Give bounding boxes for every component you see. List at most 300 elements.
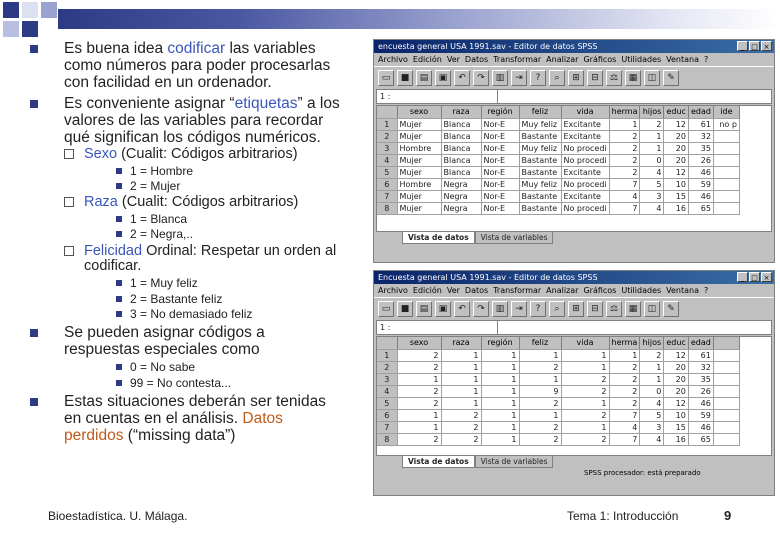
text: Se pueden asignar códigos a — [64, 324, 265, 341]
data-cell[interactable]: 7 — [609, 202, 640, 214]
data-cell[interactable]: 2 — [609, 130, 640, 142]
data-cell[interactable]: Excitante — [561, 166, 609, 178]
table-row — [377, 361, 739, 373]
data-cell[interactable]: 2 — [609, 142, 640, 154]
data-cell[interactable] — [713, 178, 739, 190]
data-cell[interactable]: 3 — [640, 421, 664, 433]
split-icon[interactable]: ⚖ — [606, 301, 622, 317]
column-header[interactable]: región — [481, 337, 519, 349]
menu-item[interactable]: Analizar — [546, 55, 579, 64]
data-cell[interactable]: 2 — [397, 397, 441, 409]
data-cell[interactable]: 1 — [481, 421, 519, 433]
data-cell[interactable]: 7 — [609, 409, 640, 421]
corner-cell[interactable] — [377, 337, 397, 349]
data-cell[interactable]: 2 — [397, 361, 441, 373]
menu-item[interactable]: Transformar — [493, 55, 542, 64]
variables-icon[interactable]: ? — [530, 301, 546, 317]
data-cell[interactable]: 1 — [441, 397, 481, 409]
data-cell[interactable]: 46 — [688, 190, 713, 202]
data-cell[interactable]: 1 — [640, 130, 664, 142]
data-cell[interactable]: Blanca — [441, 166, 481, 178]
data-cell[interactable]: Bastante — [519, 166, 561, 178]
data-cell[interactable]: 65 — [688, 433, 713, 445]
data-cell[interactable] — [713, 154, 739, 166]
menu-item[interactable]: Utilidades — [621, 55, 662, 64]
data-cell[interactable]: 1 — [441, 361, 481, 373]
data-cell[interactable] — [713, 190, 739, 202]
save-icon[interactable]: ■ — [397, 70, 413, 86]
data-cell[interactable] — [713, 202, 739, 214]
data-cell[interactable]: 5 — [640, 178, 664, 190]
redo-icon[interactable]: ↷ — [473, 70, 489, 86]
menu-item[interactable]: Datos — [464, 55, 489, 64]
column-header[interactable]: vida — [561, 337, 609, 349]
text: qué significan los códigos numéricos. — [64, 129, 321, 146]
data-cell[interactable]: Nor-E — [481, 190, 519, 202]
weight-icon[interactable]: ▦ — [625, 70, 641, 86]
tab-vista-variables[interactable]: Vista de variables — [475, 232, 554, 244]
menu-item[interactable]: Edición — [412, 286, 442, 295]
data-cell[interactable]: Mujer — [397, 190, 441, 202]
column-header[interactable] — [713, 337, 739, 349]
row-number[interactable]: 8 — [377, 433, 397, 445]
column-header[interactable]: vida — [561, 106, 609, 118]
data-cell[interactable]: 1 — [609, 349, 640, 361]
data-cell[interactable] — [713, 409, 739, 421]
open-icon[interactable]: ▭ — [378, 70, 394, 86]
maximize-icon[interactable]: □ — [749, 41, 760, 51]
data-cell[interactable]: 4 — [640, 166, 664, 178]
menu-item[interactable]: Edición — [412, 55, 442, 64]
data-cell[interactable]: Blanca — [441, 130, 481, 142]
data-cell[interactable]: Mujer — [397, 166, 441, 178]
column-header[interactable]: raza — [441, 337, 481, 349]
data-cell[interactable]: 5 — [640, 409, 664, 421]
row-number[interactable]: 4 — [377, 385, 397, 397]
data-cell[interactable] — [713, 166, 739, 178]
data-cell[interactable]: Nor-E — [481, 202, 519, 214]
data-cell[interactable]: Mujer — [397, 118, 441, 130]
row-number[interactable]: 7 — [377, 421, 397, 433]
data-cell[interactable]: 0 — [640, 385, 664, 397]
labels-icon[interactable]: ✎ — [663, 70, 679, 86]
data-cell[interactable]: 1 — [561, 349, 609, 361]
data-cell[interactable]: 1 — [481, 361, 519, 373]
row-number[interactable]: 6 — [377, 178, 397, 190]
data-cell[interactable]: 4 — [609, 190, 640, 202]
data-cell[interactable]: 2 — [609, 166, 640, 178]
find-icon[interactable]: ⌕ — [549, 70, 565, 86]
data-cell[interactable]: 0 — [640, 154, 664, 166]
data-cell[interactable]: Bastante — [519, 154, 561, 166]
corner-cell[interactable] — [377, 106, 397, 118]
row-number[interactable]: 1 — [377, 118, 397, 130]
column-header[interactable]: ide — [713, 106, 739, 118]
redo-icon[interactable]: ↷ — [473, 301, 489, 317]
split-icon[interactable]: ⚖ — [606, 70, 622, 86]
data-cell[interactable]: No procedi — [561, 154, 609, 166]
print-icon[interactable]: ▤ — [416, 301, 432, 317]
data-cell[interactable]: 2 — [561, 433, 609, 445]
data-cell[interactable]: Bastante — [519, 202, 561, 214]
data-cell[interactable]: No procedi — [561, 178, 609, 190]
data-cell[interactable]: Bastante — [519, 130, 561, 142]
menu-item[interactable]: Ver — [446, 55, 460, 64]
menu-item[interactable]: Datos — [464, 286, 489, 295]
data-cell[interactable]: 20 — [664, 361, 688, 373]
row-number[interactable]: 4 — [377, 154, 397, 166]
data-cell[interactable]: 16 — [664, 433, 688, 445]
data-cell[interactable]: 32 — [688, 361, 713, 373]
highlight: Datos — [242, 410, 283, 427]
text: (Cualit: Códigos arbitrarios) — [121, 146, 298, 162]
data-cell[interactable]: 2 — [441, 421, 481, 433]
data-cell[interactable]: 1 — [397, 421, 441, 433]
row-number[interactable]: 3 — [377, 142, 397, 154]
menu-item[interactable]: Archivo — [378, 55, 408, 64]
menu-item[interactable]: Gráficos — [583, 286, 617, 295]
menu-bar — [374, 284, 774, 297]
column-header[interactable]: edad — [688, 106, 713, 118]
header-gradient-bar — [58, 9, 780, 29]
data-cell[interactable]: 20 — [664, 130, 688, 142]
data-cell[interactable]: 20 — [664, 385, 688, 397]
data-cell[interactable]: 61 — [688, 118, 713, 130]
row-number[interactable]: 2 — [377, 130, 397, 142]
tab-vista-variables[interactable]: Vista de variables — [475, 456, 554, 468]
data-cell[interactable]: 12 — [664, 166, 688, 178]
row-number[interactable]: 1 — [377, 349, 397, 361]
data-cell[interactable] — [713, 349, 739, 361]
data-cell[interactable] — [713, 433, 739, 445]
data-cell[interactable]: 20 — [664, 154, 688, 166]
hollow-square-bullet-icon — [64, 197, 74, 207]
close-icon[interactable]: × — [761, 272, 772, 282]
insert-case-icon[interactable]: ⊞ — [568, 301, 584, 317]
square-bullet-icon — [116, 364, 122, 370]
select-icon[interactable]: ◫ — [644, 301, 660, 317]
menu-item[interactable]: ? — [704, 55, 709, 64]
data-cell[interactable]: 12 — [664, 349, 688, 361]
column-header[interactable]: feliz — [519, 337, 561, 349]
data-cell[interactable]: 1 — [441, 349, 481, 361]
data-cell[interactable]: Bastante — [519, 190, 561, 202]
cell-reference: 1 : — [380, 323, 391, 332]
data-cell[interactable]: 15 — [664, 421, 688, 433]
minimize-icon[interactable]: _ — [737, 41, 748, 51]
data-cell[interactable]: 1 — [481, 409, 519, 421]
data-cell[interactable]: 32 — [688, 130, 713, 142]
data-cell[interactable]: Mujer — [397, 130, 441, 142]
data-cell[interactable]: 1 — [640, 142, 664, 154]
data-cell[interactable]: Nor-E — [481, 130, 519, 142]
text: ” a los — [297, 95, 340, 112]
data-cell[interactable]: Muy feliz — [519, 118, 561, 130]
column-header[interactable]: herma — [609, 337, 640, 349]
print-icon[interactable]: ▤ — [416, 70, 432, 86]
insert-case-icon[interactable]: ⊞ — [568, 70, 584, 86]
data-cell[interactable]: 1 — [609, 118, 640, 130]
data-cell[interactable] — [713, 130, 739, 142]
column-header[interactable]: hijos — [640, 337, 664, 349]
open-icon[interactable]: ▭ — [378, 301, 394, 317]
menu-item[interactable]: Utilidades — [621, 286, 662, 295]
row-number[interactable]: 3 — [377, 373, 397, 385]
data-cell[interactable] — [713, 142, 739, 154]
menu-item[interactable]: Archivo — [378, 286, 408, 295]
data-cell[interactable]: 2 — [609, 373, 640, 385]
data-cell[interactable]: 1 — [441, 373, 481, 385]
toolbar — [374, 66, 774, 88]
data-cell[interactable]: 1 — [481, 433, 519, 445]
data-cell[interactable] — [713, 421, 739, 433]
data-cell[interactable]: 2 — [519, 361, 561, 373]
data-cell[interactable]: 46 — [688, 397, 713, 409]
menu-item[interactable]: Transformar — [493, 286, 542, 295]
highlight: Sexo — [84, 146, 118, 162]
data-cell[interactable]: Nor-E — [481, 166, 519, 178]
column-header[interactable]: edad — [688, 337, 713, 349]
data-cell[interactable]: 1 — [481, 385, 519, 397]
data-cell[interactable]: Hombre — [397, 178, 441, 190]
data-cell[interactable]: 10 — [664, 409, 688, 421]
data-cell[interactable]: 12 — [664, 397, 688, 409]
data-cell[interactable]: 2 — [519, 397, 561, 409]
data-cell[interactable]: Negra — [441, 178, 481, 190]
data-cell[interactable]: 2 — [609, 154, 640, 166]
data-cell[interactable]: 1 — [481, 373, 519, 385]
data-cell[interactable]: Hombre — [397, 142, 441, 154]
data-cell[interactable]: 10 — [664, 178, 688, 190]
insert-variable-icon[interactable]: ⊟ — [587, 301, 603, 317]
data-cell[interactable]: 4 — [640, 202, 664, 214]
data-cell[interactable]: 2 — [609, 397, 640, 409]
data-cell[interactable]: 2 — [519, 421, 561, 433]
data-cell[interactable]: 46 — [688, 421, 713, 433]
data-cell[interactable]: 35 — [688, 373, 713, 385]
text: Ordinal: Respetar un orden al — [146, 243, 337, 259]
data-cell[interactable]: 2 — [441, 433, 481, 445]
text: Es buena idea — [64, 40, 164, 57]
close-icon[interactable]: × — [761, 41, 772, 51]
variables-icon[interactable]: ? — [530, 70, 546, 86]
data-cell[interactable]: 1 — [640, 361, 664, 373]
data-cell[interactable]: 12 — [664, 118, 688, 130]
data-cell[interactable] — [713, 397, 739, 409]
data-cell[interactable]: 4 — [640, 433, 664, 445]
data-cell[interactable]: Negra — [441, 202, 481, 214]
data-cell[interactable]: 4 — [609, 421, 640, 433]
data-cell[interactable]: No procedi — [561, 142, 609, 154]
data-cell[interactable]: Muy feliz — [519, 178, 561, 190]
data-cell[interactable]: 1 — [397, 409, 441, 421]
row-number[interactable]: 5 — [377, 166, 397, 178]
chart-icon[interactable]: ▥ — [492, 70, 508, 86]
data-cell[interactable]: Blanca — [441, 142, 481, 154]
data-cell[interactable]: Blanca — [441, 154, 481, 166]
column-header[interactable]: raza — [441, 106, 481, 118]
data-cell[interactable]: 2 — [640, 349, 664, 361]
data-cell[interactable]: 3 — [640, 190, 664, 202]
minimize-icon[interactable]: _ — [737, 272, 748, 282]
data-cell[interactable] — [713, 385, 739, 397]
row-number[interactable]: 8 — [377, 202, 397, 214]
data-cell[interactable]: 7 — [609, 433, 640, 445]
menu-item[interactable]: Ventana — [666, 286, 700, 295]
row-number[interactable]: 5 — [377, 397, 397, 409]
menu-item[interactable]: Analizar — [546, 286, 579, 295]
find-icon[interactable]: ⌕ — [549, 301, 565, 317]
data-cell[interactable]: Nor-E — [481, 178, 519, 190]
text: Es conveniente asignar “ — [64, 95, 235, 112]
square-bullet-icon — [116, 168, 122, 174]
data-cell[interactable]: 61 — [688, 349, 713, 361]
data-cell[interactable]: Excitante — [561, 130, 609, 142]
table-row — [377, 373, 739, 385]
data-cell[interactable]: 1 — [519, 409, 561, 421]
menu-item[interactable]: ? — [704, 286, 709, 295]
data-cell[interactable]: 1 — [481, 349, 519, 361]
data-cell[interactable]: 1 — [561, 397, 609, 409]
goto-icon[interactable]: ⇥ — [511, 70, 527, 86]
column-header[interactable]: educ — [664, 337, 688, 349]
text: en cuentas en el análisis. — [64, 410, 239, 427]
insert-variable-icon[interactable]: ⊟ — [587, 70, 603, 86]
text: valores de las variables para recordar — [64, 112, 324, 129]
data-cell[interactable]: Nor-E — [481, 142, 519, 154]
highlight: Raza — [84, 194, 118, 210]
data-cell[interactable]: 2 — [397, 349, 441, 361]
dialog-icon[interactable]: ▣ — [435, 70, 451, 86]
table-row — [377, 178, 739, 190]
data-cell[interactable]: Negra — [441, 190, 481, 202]
data-cell[interactable]: 1 — [519, 373, 561, 385]
dialog-icon[interactable]: ▣ — [435, 301, 451, 317]
data-cell[interactable]: 2 — [397, 385, 441, 397]
data-cell[interactable]: 1 — [561, 361, 609, 373]
column-header[interactable]: sexo — [397, 337, 441, 349]
undo-icon[interactable]: ↶ — [454, 70, 470, 86]
window-titlebar[interactable] — [374, 40, 774, 53]
text: 2 = Bastante feliz — [130, 292, 223, 306]
data-grid — [376, 105, 772, 232]
data-cell[interactable]: 7 — [609, 178, 640, 190]
cell-reference: 1 : — [380, 92, 391, 101]
highlight: etiquetas — [234, 95, 298, 112]
highlight: Felicidad — [84, 243, 143, 259]
data-cell[interactable]: 2 — [397, 433, 441, 445]
data-cell[interactable] — [713, 373, 739, 385]
data-cell[interactable]: 2 — [561, 409, 609, 421]
save-icon[interactable]: ■ — [397, 301, 413, 317]
weight-icon[interactable]: ▦ — [625, 301, 641, 317]
table-row — [377, 130, 739, 142]
data-cell[interactable]: Mujer — [397, 154, 441, 166]
data-cell[interactable]: 4 — [640, 397, 664, 409]
data-cell[interactable]: 2 — [561, 385, 609, 397]
cell-value-box[interactable] — [497, 321, 771, 334]
highlight: perdidos — [64, 427, 124, 444]
data-cell[interactable]: Blanca — [441, 118, 481, 130]
cell-editor[interactable] — [376, 89, 772, 104]
data-cell[interactable]: 26 — [688, 154, 713, 166]
data-cell[interactable]: 2 — [561, 373, 609, 385]
data-cell[interactable]: Excitante — [561, 118, 609, 130]
cell-value-box[interactable] — [497, 90, 771, 103]
window-titlebar[interactable] — [374, 271, 774, 284]
data-cell[interactable]: 15 — [664, 190, 688, 202]
data-cell[interactable]: 1 — [441, 385, 481, 397]
data-cell[interactable]: 16 — [664, 202, 688, 214]
data-cell[interactable]: 20 — [664, 373, 688, 385]
undo-icon[interactable]: ↶ — [454, 301, 470, 317]
row-number[interactable]: 6 — [377, 409, 397, 421]
tab-vista-datos[interactable]: Vista de datos — [402, 456, 475, 468]
data-cell[interactable]: 59 — [688, 178, 713, 190]
data-cell[interactable]: 35 — [688, 142, 713, 154]
data-cell[interactable]: 1 — [561, 421, 609, 433]
data-cell[interactable]: Mujer — [397, 202, 441, 214]
chart-icon[interactable]: ▥ — [492, 301, 508, 317]
data-cell[interactable]: 1 — [640, 373, 664, 385]
data-cell[interactable]: 59 — [688, 409, 713, 421]
column-header[interactable]: herma — [609, 106, 640, 118]
menu-item[interactable]: Gráficos — [583, 55, 617, 64]
data-cell[interactable]: Nor-E — [481, 118, 519, 130]
data-cell[interactable]: 2 — [441, 409, 481, 421]
toolbar — [374, 297, 774, 319]
data-cell[interactable]: 1 — [397, 373, 441, 385]
column-header[interactable]: sexo — [397, 106, 441, 118]
labels-icon[interactable]: ✎ — [663, 301, 679, 317]
row-number[interactable]: 7 — [377, 190, 397, 202]
data-cell[interactable]: 2 — [609, 385, 640, 397]
select-icon[interactable]: ◫ — [644, 70, 660, 86]
text: 1 = Blanca — [130, 212, 188, 226]
column-header[interactable]: hijos — [640, 106, 664, 118]
data-cell[interactable]: 46 — [688, 166, 713, 178]
row-number[interactable]: 2 — [377, 361, 397, 373]
maximize-icon[interactable]: □ — [749, 272, 760, 282]
column-header[interactable]: educ — [664, 106, 688, 118]
data-cell[interactable]: 1 — [481, 397, 519, 409]
data-cell[interactable] — [713, 361, 739, 373]
data-cell[interactable]: no p — [713, 118, 739, 130]
data-cell[interactable]: 26 — [688, 385, 713, 397]
data-cell[interactable]: 9 — [519, 385, 561, 397]
data-cell[interactable]: No procedi — [561, 202, 609, 214]
spss-window-codes — [373, 270, 775, 496]
data-cell[interactable]: Muy feliz — [519, 142, 561, 154]
goto-icon[interactable]: ⇥ — [511, 301, 527, 317]
data-cell[interactable]: Excitante — [561, 190, 609, 202]
cell-editor[interactable] — [376, 320, 772, 335]
tab-vista-datos[interactable]: Vista de datos — [402, 232, 475, 244]
menu-item[interactable]: Ventana — [666, 55, 700, 64]
column-header[interactable]: feliz — [519, 106, 561, 118]
data-cell[interactable]: 20 — [664, 142, 688, 154]
data-cell[interactable]: Nor-E — [481, 154, 519, 166]
table-row — [377, 397, 739, 409]
text: Estas situaciones deberán ser tenidas — [64, 393, 326, 410]
data-cell[interactable]: 2 — [609, 361, 640, 373]
menu-item[interactable]: Ver — [446, 286, 460, 295]
data-cell[interactable]: 2 — [640, 118, 664, 130]
data-cell[interactable]: 1 — [519, 349, 561, 361]
column-header[interactable]: región — [481, 106, 519, 118]
data-cell[interactable]: 65 — [688, 202, 713, 214]
data-cell[interactable]: 2 — [519, 433, 561, 445]
